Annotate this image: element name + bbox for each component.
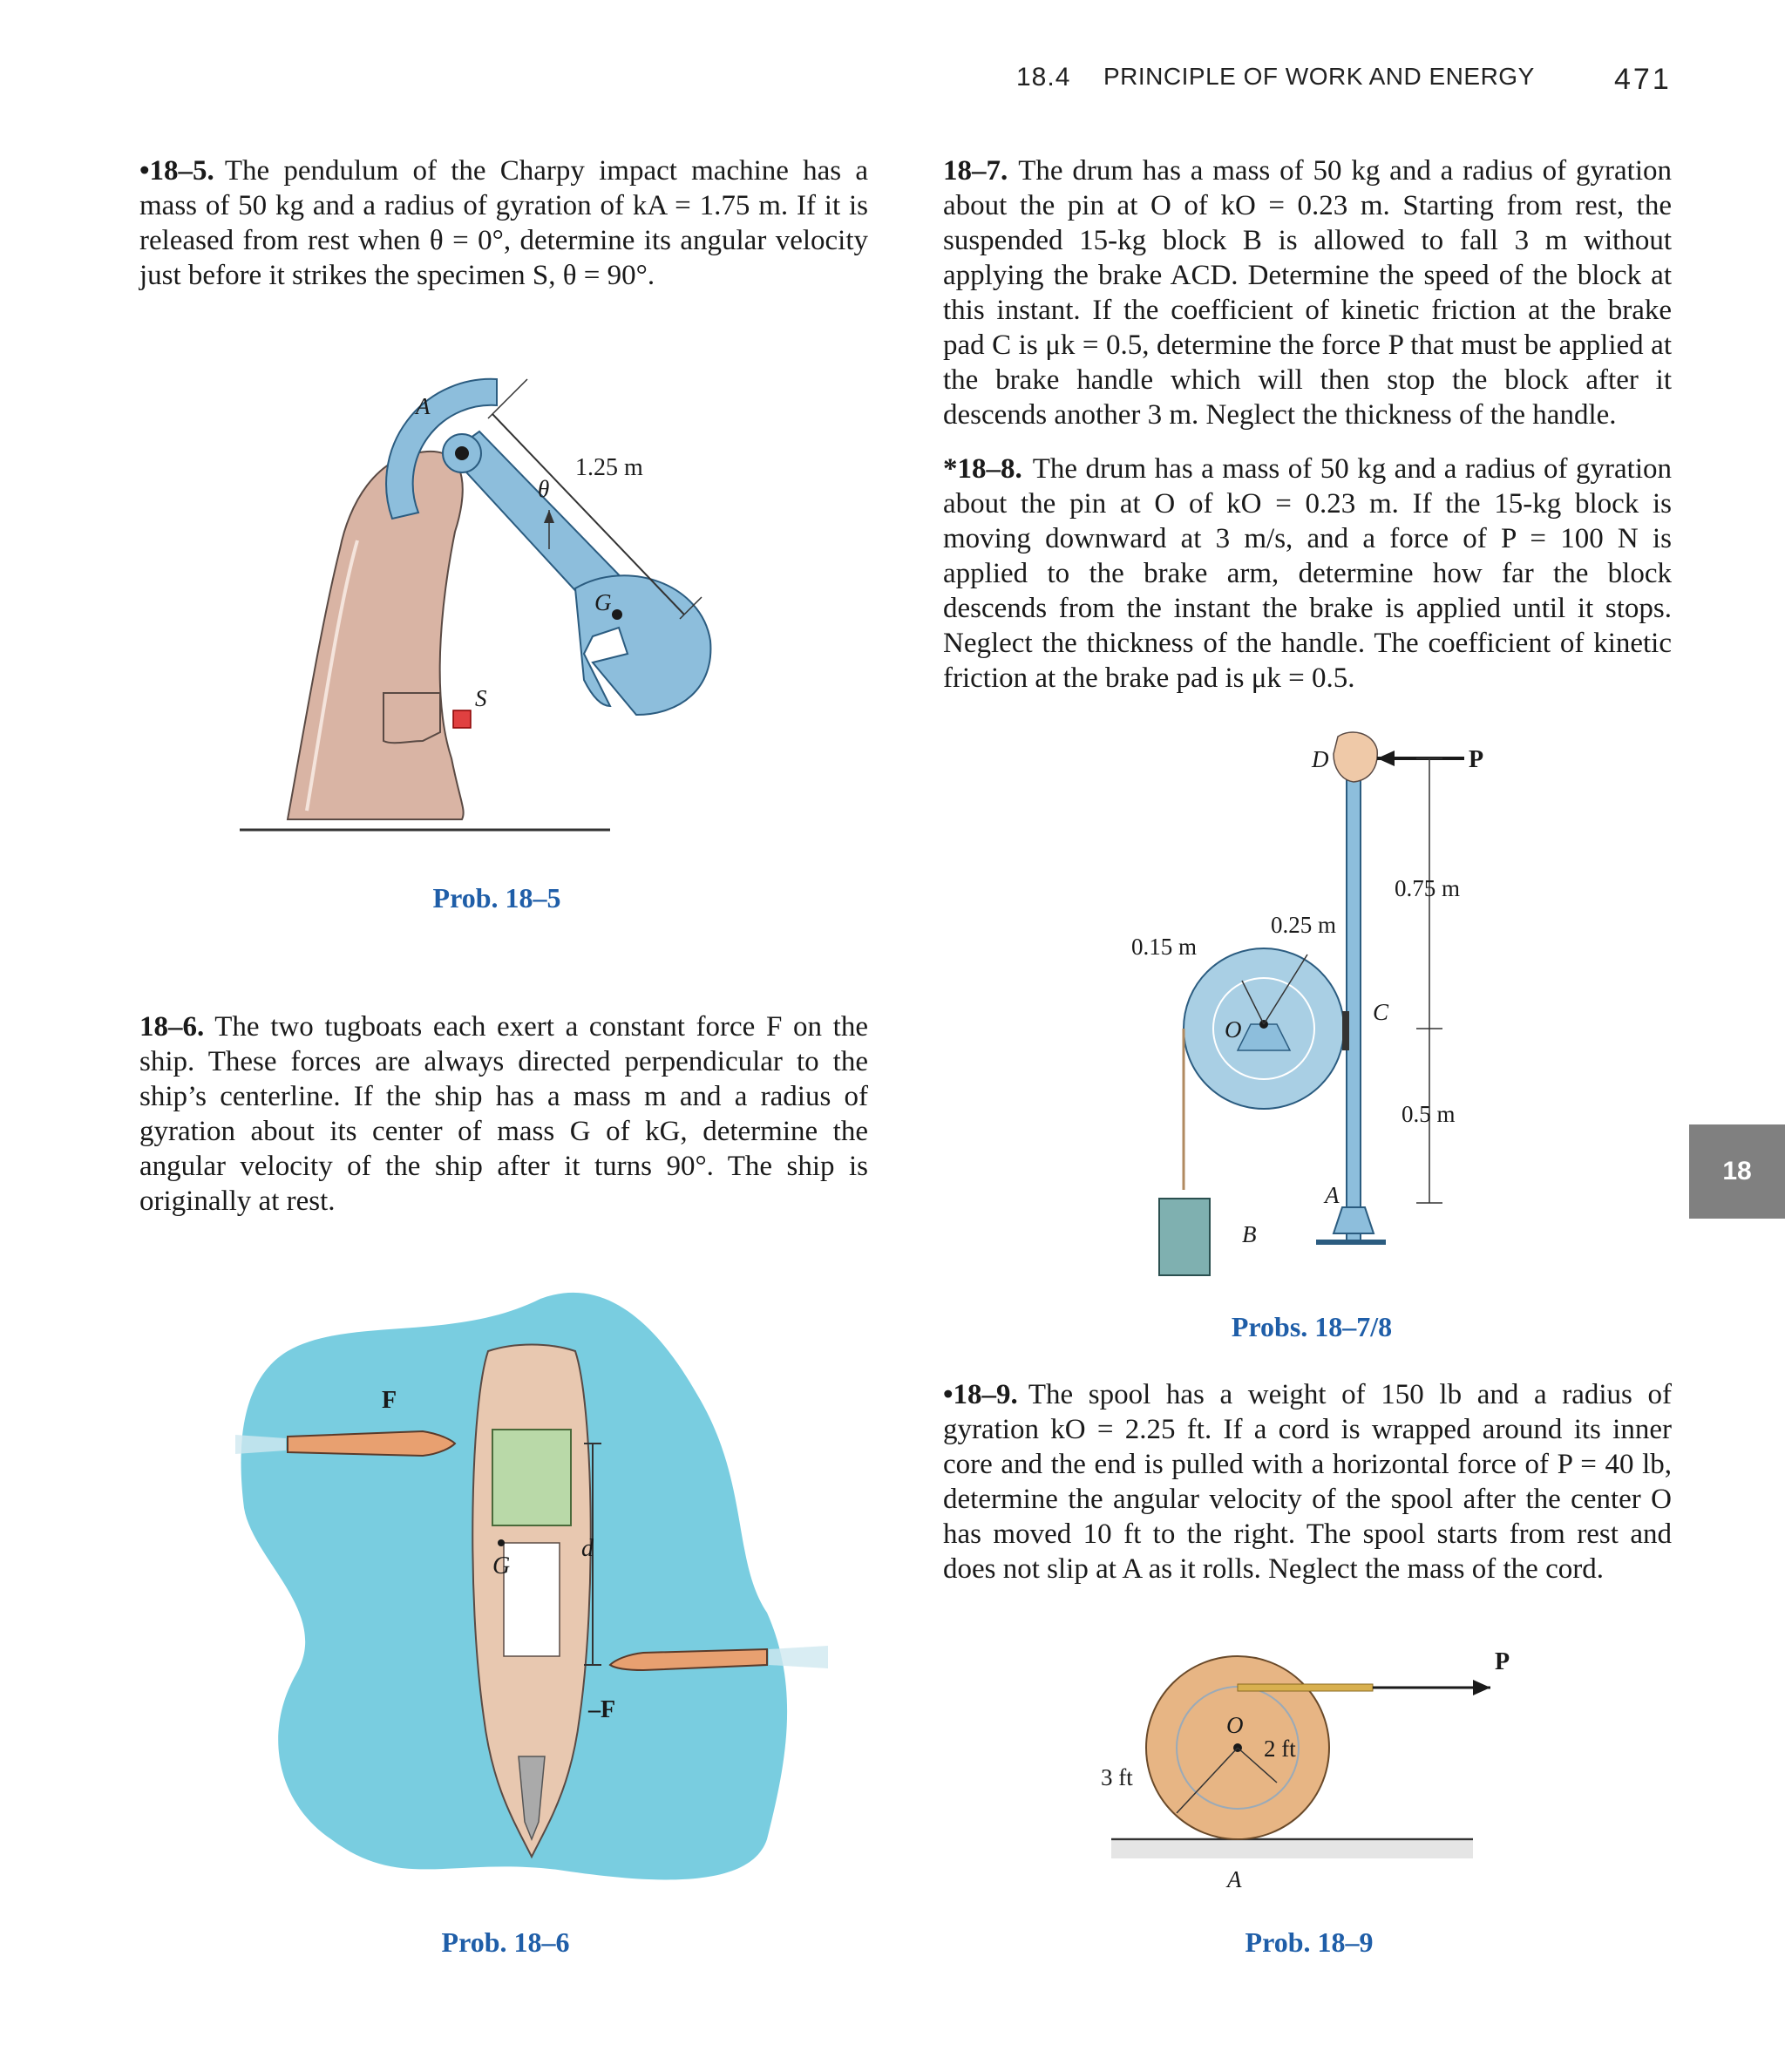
section-number: 18.4 — [1016, 63, 1071, 92]
problem-text: The pendulum of the Charpy impact machine has a mass of 50 kg and a radius of gyration of kA = 1.75 m. If it is released from rest when θ = 0°, determine its angular velocity just before it strikes the specimen S, θ = 90°. — [139, 155, 868, 291]
section-title: PRINCIPLE OF WORK AND ENERGY — [1103, 63, 1535, 90]
label-s: S — [475, 685, 487, 711]
problem-number: 18–6. — [139, 1011, 205, 1043]
caption-prob-18-6: Prob. 18–6 — [441, 1926, 570, 1958]
label-c: C — [1373, 999, 1389, 1025]
label-075m: 0.75 m — [1395, 875, 1461, 901]
caption-prob-18-9: Prob. 18–9 — [1245, 1926, 1374, 1958]
page-number: 471 — [1614, 63, 1672, 96]
label-a: A — [1227, 1866, 1242, 1892]
label-025m: 0.25 m — [1271, 912, 1337, 938]
caption-prob-18-5: Prob. 18–5 — [432, 882, 561, 914]
problem-text: The drum has a mass of 50 kg and a radius of gyration about the pin at O of kO = 0.23 m. Starting from rest, the suspended 15-kg block B is allowed to fall 3 m without applying the brake ACD. Determine the speed of the block at this instant. If the coefficient of kinetic friction at the brake pad C is μk = 0.5, determine the force P that must be applied at the brake handle which will then stop the block after it descends another 3 m. Neglect the thickness of the handle. — [943, 155, 1672, 431]
tugboat-f — [288, 1431, 455, 1456]
label-p: P — [1469, 746, 1484, 773]
problem-text: The two tugboats each exert a constant force F on the ship. These forces are always directed perpendicular to the ship’s centerline. If the ship has a mass m and a radius of gyration about its center of mass G of kG, determine the angular velocity of the ship after it turns 90°. The ship is originally at rest. — [139, 1011, 868, 1217]
problem-text: The spool has a weight of 150 lb and a radius of gyration kO = 2.25 ft. If a cord is wrapped around its inner core and the end is pulled with a horizontal force of P = 40 lb, determine the angular velocity of the spool after the center O has moved 10 ft to the right. The spool starts from rest and does not slip at A as it rolls. Neglect the mass of the cord. — [943, 1379, 1672, 1585]
problem-number: *18–8. — [943, 453, 1022, 485]
problem-text: The drum has a mass of 50 kg and a radius of gyration about the pin at O of kO = 0.23 m. If the 15-kg block is moving downward at 3 m/s, and a force of P = 100 N is applied to the brake arm, determine how far the block descends from the instant the brake is applied until it stops. Neglect the thickness of the handle. The coefficient of kinetic friction at the brake pad is μk = 0.5. — [943, 453, 1672, 694]
label-015m: 0.15 m — [1131, 934, 1198, 960]
problem-18-7 — [943, 153, 1672, 432]
specimen-s — [453, 710, 471, 728]
label-a: A — [416, 393, 431, 419]
problem-18-9 — [943, 1377, 1672, 1586]
label-a: A — [1325, 1182, 1340, 1208]
label-g: G — [492, 1552, 511, 1579]
spool-figure — [1089, 1630, 1508, 1909]
problem-number: •18–5. — [139, 155, 214, 187]
problem-18-8 — [943, 452, 1672, 696]
label-g: G — [594, 589, 612, 615]
chapter-tab: 18 — [1689, 1124, 1785, 1219]
ship-tugboats-figure — [227, 1281, 837, 1909]
problem-number: •18–9. — [943, 1379, 1018, 1410]
label-3ft: 3 ft — [1101, 1764, 1133, 1790]
label-length: 1.25 m — [575, 454, 643, 481]
label-2ft: 2 ft — [1264, 1736, 1296, 1762]
problem-18-5 — [139, 153, 868, 293]
drum-brake-figure — [1124, 719, 1508, 1294]
label-theta: θ — [538, 476, 550, 502]
charpy-machine-figure — [227, 357, 680, 863]
hand-icon — [1334, 732, 1377, 782]
label-b: B — [1242, 1221, 1257, 1247]
label-p: P — [1495, 1648, 1510, 1675]
label-o: O — [1226, 1712, 1244, 1738]
label-f: F — [382, 1387, 397, 1414]
label-o: O — [1225, 1016, 1242, 1043]
problem-18-6 — [139, 1009, 868, 1219]
label-d: d — [581, 1535, 594, 1562]
block-b — [1159, 1199, 1210, 1275]
label-d: D — [1312, 746, 1329, 772]
label-05m: 0.5 m — [1402, 1101, 1456, 1127]
label-neg-f: –F — [588, 1696, 616, 1723]
problem-number: 18–7. — [943, 155, 1008, 187]
caption-probs-18-7-8: Probs. 18–7/8 — [1231, 1311, 1393, 1342]
